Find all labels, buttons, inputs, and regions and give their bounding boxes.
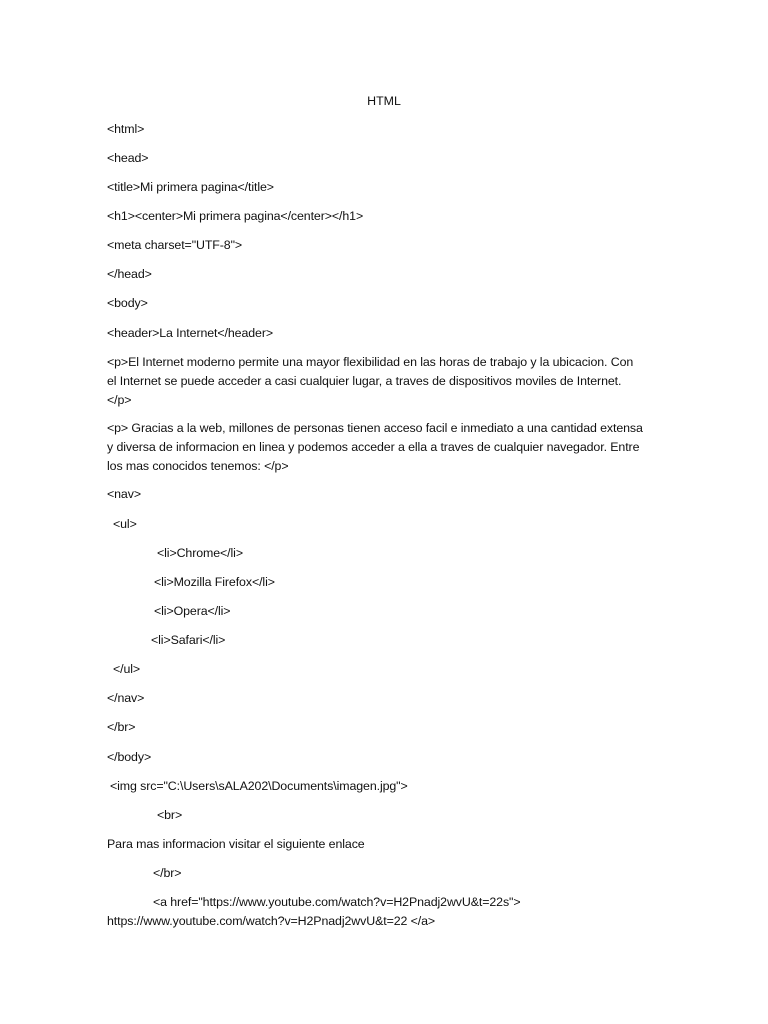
code-line-nav-close: </nav> [107,691,145,705]
code-line-head-close: </head> [107,267,152,281]
code-line-info-text: Para mas informacion visitar el siguiente enlace [107,837,365,851]
code-line-br-close-2: </br> [153,866,182,880]
code-line-body-open: <body> [107,296,148,310]
code-line-body-close: </body> [107,750,152,764]
code-line-paragraph2-c: los mas conocidos tenemos: </p> [107,459,289,473]
code-line-li-chrome: <li>Chrome</li> [157,546,243,560]
code-line-paragraph1-a: <p>El Internet moderno permite una mayor flexibilidad en las horas de trabajo y la ubicacion. Con [107,355,634,369]
code-line-paragraph2-b: y diversa de informacion en linea y podemos acceder a ella a traves de cualquier navegador. Entre [107,440,640,454]
code-line-li-firefox: <li>Mozilla Firefox</li> [154,575,275,589]
code-line-br: <br> [157,808,183,822]
code-line-title: <title>Mi primera pagina</title> [107,180,274,194]
code-line-br-close: </br> [107,720,136,734]
code-line-head-open: <head> [107,151,149,165]
code-line-paragraph2-a: <p> Gracias a la web, millones de personas tienen acceso facil e inmediato a una cantidad extensa [107,421,643,435]
code-line-li-opera: <li>Opera</li> [154,604,231,618]
code-line-ul-open: <ul> [113,517,137,531]
code-line-img: <img src="C:\Users\sALA202\Documents\imagen.jpg"> [110,779,408,793]
code-line-ul-close: </ul> [113,662,141,676]
code-line-header: <header>La Internet</header> [107,326,273,340]
document-title: HTML [367,94,401,108]
code-line-paragraph1-c: </p> [107,393,132,407]
code-line-li-safari: <li>Safari</li> [151,633,226,647]
code-line-h1: <h1><center>Mi primera pagina</center></h1> [107,209,364,223]
code-line-anchor-open: <a href="https://www.youtube.com/watch?v=H2Pnadj2wvU&t=22s"> [153,895,521,909]
code-line-paragraph1-b: el Internet se puede acceder a casi cualquier lugar, a traves de dispositivos moviles de Internet. [107,374,622,388]
code-line-meta: <meta charset="UTF-8"> [107,238,243,252]
code-line-anchor-text: https://www.youtube.com/watch?v=H2Pnadj2wvU&t=22 </a> [107,914,436,928]
code-line-html-open: <html> [107,122,145,136]
code-line-nav-open: <nav> [107,487,141,501]
